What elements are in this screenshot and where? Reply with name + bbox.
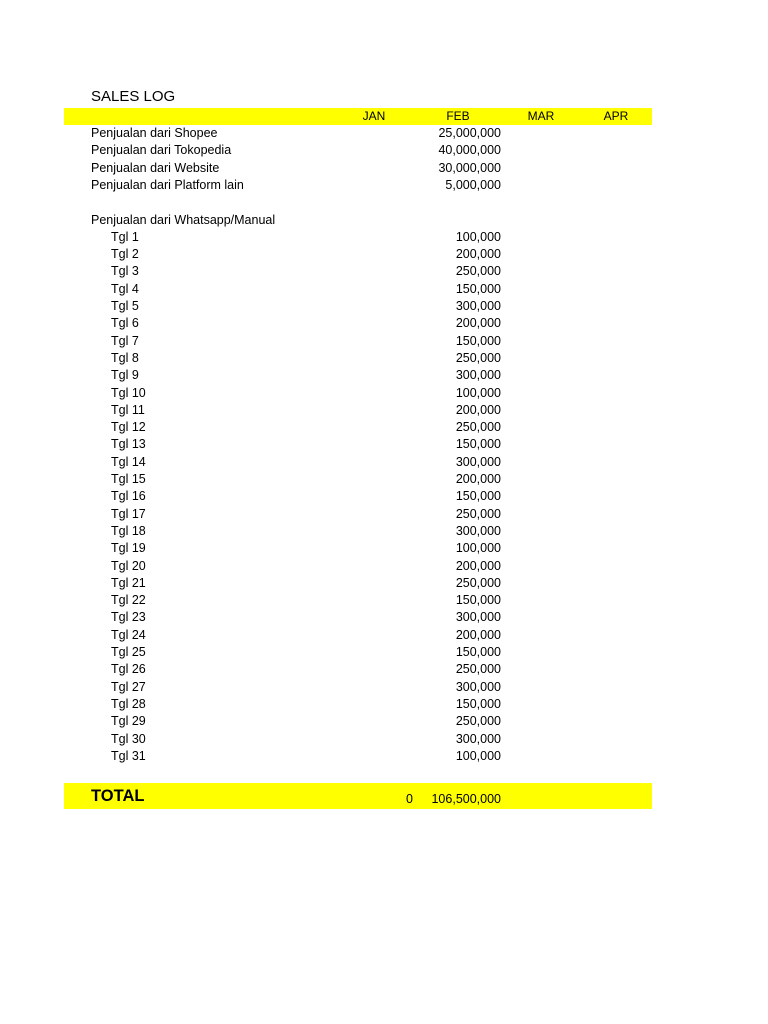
manual-row-label: Tgl 27 [111, 679, 146, 694]
manual-row-feb-value: 100,000 [455, 229, 501, 244]
month-header-feb: FEB [446, 109, 470, 123]
manual-row-feb-value: 300,000 [455, 454, 501, 469]
manual-row-feb-value: 250,000 [455, 264, 501, 279]
month-header-jan: JAN [362, 109, 386, 123]
manual-row-feb-value: 250,000 [455, 506, 501, 521]
manual-row-feb-value: 150,000 [455, 696, 501, 711]
manual-row-label: Tgl 12 [111, 420, 146, 435]
manual-row-label: Tgl 17 [111, 506, 146, 521]
channel-row-feb-value: 40,000,000 [438, 143, 501, 158]
manual-row-feb-value: 150,000 [455, 645, 501, 659]
manual-row-label: Tgl 5 [111, 299, 139, 313]
manual-row-label: Tgl 18 [111, 523, 146, 538]
manual-row-feb-value: 250,000 [455, 420, 501, 435]
month-header-apr: APR [603, 109, 629, 123]
month-header-mar: MAR [527, 109, 555, 123]
manual-row-feb-value: 300,000 [455, 368, 501, 383]
manual-row-label: Tgl 10 [111, 385, 146, 400]
channel-row-feb-value: 5,000,000 [445, 177, 501, 192]
manual-row-feb-value: 250,000 [455, 575, 501, 590]
manual-row-label: Tgl 9 [111, 368, 139, 383]
manual-row-feb-value: 100,000 [455, 385, 501, 400]
channel-row-label: Penjualan dari Platform lain [91, 177, 244, 192]
manual-row-feb-value: 300,000 [455, 731, 501, 746]
manual-row-label: Tgl 7 [111, 333, 139, 348]
manual-row-label: Tgl 2 [111, 247, 139, 262]
manual-row-feb-value: 150,000 [455, 281, 501, 296]
manual-row-label: Tgl 25 [111, 645, 146, 659]
manual-row-label: Tgl 26 [111, 662, 146, 677]
manual-row-feb-value: 300,000 [455, 610, 501, 625]
total-label: TOTAL [91, 787, 145, 805]
total-jan-value: 0 [406, 792, 413, 806]
manual-row-label: Tgl 13 [111, 437, 146, 452]
manual-row-feb-value: 150,000 [455, 489, 501, 504]
manual-row-feb-value: 200,000 [455, 402, 501, 417]
channel-row-label: Penjualan dari Tokopedia [91, 143, 232, 158]
sheet-title: SALES LOG [91, 88, 176, 105]
manual-row-feb-value: 100,000 [455, 748, 501, 763]
manual-row-feb-value: 300,000 [455, 523, 501, 538]
manual-row-feb-value: 300,000 [455, 299, 501, 313]
manual-row-feb-value: 200,000 [455, 316, 501, 331]
channel-row-label: Penjualan dari Website [91, 160, 220, 175]
manual-row-feb-value: 250,000 [455, 350, 501, 365]
manual-heading-label: Penjualan dari Whatsapp/Manual [91, 212, 276, 227]
manual-row-feb-value: 200,000 [455, 247, 501, 262]
manual-row-label: Tgl 31 [111, 748, 146, 763]
manual-row-label: Tgl 21 [111, 575, 146, 590]
manual-row-feb-value: 200,000 [455, 472, 501, 486]
channel-row-label: Penjualan dari Shopee [91, 126, 218, 140]
manual-row-label: Tgl 30 [111, 731, 146, 746]
manual-row-feb-value: 150,000 [455, 333, 501, 348]
manual-row-label: Tgl 3 [111, 264, 139, 279]
manual-row-label: Tgl 29 [111, 714, 146, 729]
manual-row-feb-value: 200,000 [455, 627, 501, 642]
manual-row-label: Tgl 8 [111, 350, 139, 365]
manual-row-feb-value: 100,000 [455, 541, 501, 556]
manual-row-label: Tgl 11 [111, 402, 145, 417]
channel-row-feb-value: 25,000,000 [438, 126, 501, 140]
manual-row-feb-value: 150,000 [455, 437, 501, 452]
manual-row-label: Tgl 20 [111, 558, 146, 573]
manual-row-feb-value: 150,000 [455, 593, 501, 608]
total-band [64, 783, 652, 809]
manual-row-label: Tgl 22 [111, 593, 146, 608]
manual-row-label: Tgl 15 [111, 472, 146, 486]
manual-row-feb-value: 300,000 [455, 679, 501, 694]
manual-row-label: Tgl 1 [111, 229, 139, 244]
channel-row-feb-value: 30,000,000 [438, 160, 501, 175]
manual-row-label: Tgl 6 [111, 316, 139, 331]
manual-row-feb-value: 250,000 [455, 662, 501, 677]
manual-row-label: Tgl 23 [111, 610, 146, 625]
manual-row-label: Tgl 28 [111, 696, 146, 711]
manual-row-label: Tgl 4 [111, 281, 139, 296]
manual-row-label: Tgl 16 [111, 489, 146, 504]
manual-row-label: Tgl 24 [111, 627, 146, 642]
manual-row-label: Tgl 14 [111, 454, 146, 469]
manual-row-label: Tgl 19 [111, 541, 146, 556]
manual-row-feb-value: 250,000 [455, 714, 501, 729]
total-feb-value: 106,500,000 [431, 792, 501, 806]
manual-row-feb-value: 200,000 [455, 558, 501, 573]
